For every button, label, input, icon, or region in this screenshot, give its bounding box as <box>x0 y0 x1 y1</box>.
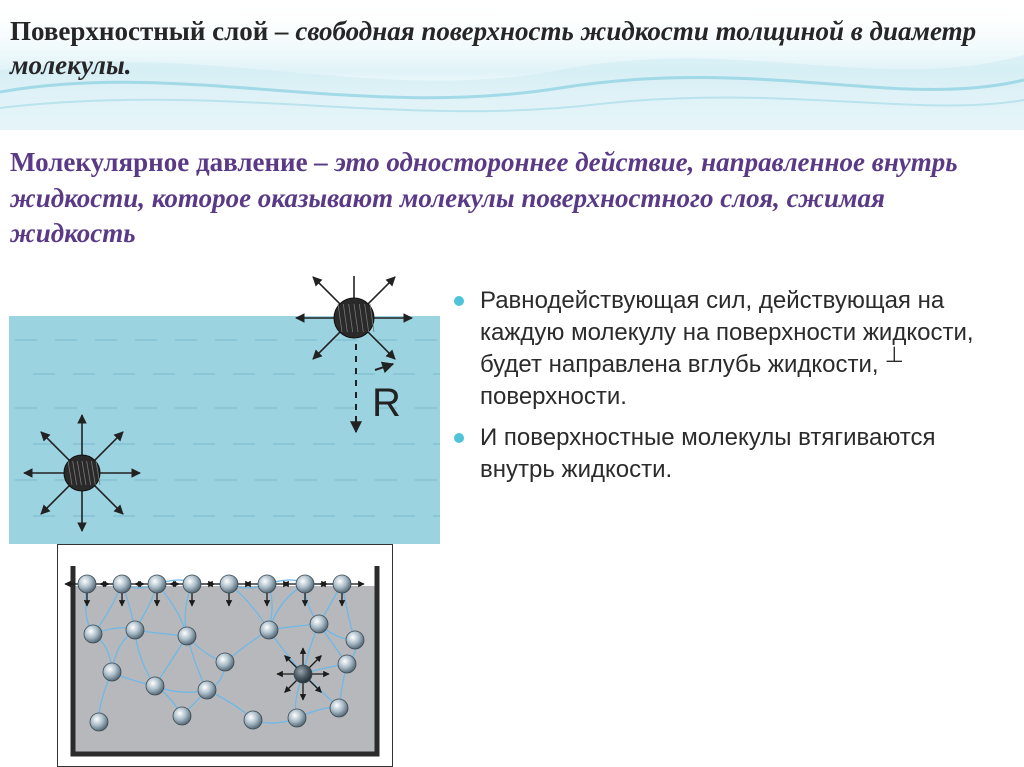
molecule-ball <box>90 713 108 731</box>
bullet-dot <box>454 296 464 306</box>
perpendicular-symbol: ⊥ <box>884 343 904 369</box>
bullet-list <box>448 285 1008 494</box>
surface-layer-term: Поверхностный слой <box>10 16 269 46</box>
molecule-ball <box>198 681 216 699</box>
force-arrow <box>368 277 395 304</box>
molecule-ball <box>310 615 328 633</box>
molecular-pressure-definition <box>10 145 1010 252</box>
bullet-drawn-in-text: И поверхностные молекулы втягиваются внутрь жидкости. <box>480 423 936 483</box>
resultant-force-label: R <box>372 381 401 425</box>
surface-layer-text: – свободная поверхность жидкости толщиной в диаметр молекулы. <box>10 16 977 81</box>
molecule-ball <box>183 575 201 593</box>
molecule-ball <box>103 663 121 681</box>
force-arrow <box>313 277 340 304</box>
water-molecules-figure <box>9 276 440 544</box>
bullet-dot <box>454 433 464 443</box>
bullet-resultant-tail: поверхности. <box>480 383 627 411</box>
molecule-ball <box>333 575 351 593</box>
liquid-vessel-figure <box>57 544 393 767</box>
molecule-ball <box>296 575 314 593</box>
molecule-ball <box>148 575 166 593</box>
water-body <box>9 316 440 544</box>
molecule-ball <box>146 677 164 695</box>
molecule-ball <box>126 621 144 639</box>
molecule-ball <box>64 455 100 491</box>
surface-layer-definition <box>10 14 1000 82</box>
molecule-ball <box>288 709 306 727</box>
molecule-ball <box>338 655 356 673</box>
molecule-ball <box>258 575 276 593</box>
molecule-ball <box>178 627 196 645</box>
molecule-ball <box>260 621 278 639</box>
molecule-ball <box>220 575 238 593</box>
bullet-item-resultant <box>448 285 1008 414</box>
molecule-ball <box>173 707 191 725</box>
molecular-pressure-term: Молекулярное давление <box>10 147 308 177</box>
molecular-pressure-text: – это одностороннее действие, направленное внутрь жидкости, которое оказывают молекулы поверхностного слоя, сжимая жидкость <box>10 147 958 249</box>
molecule-ball <box>84 625 102 643</box>
molecule-ball <box>113 575 131 593</box>
bullet-item-drawn-in <box>448 422 1008 486</box>
molecule-ball <box>330 699 348 717</box>
molecule-ball <box>294 665 312 683</box>
molecule-ball <box>346 631 364 649</box>
bullet-resultant-text: Равнодействующая сил, действующая на каждую молекулу на поверхности жидкости, будет направлена вглубь жидкости, <box>480 287 974 379</box>
molecule-ball <box>78 575 96 593</box>
molecule-ball <box>244 711 262 729</box>
molecule-ball <box>216 653 234 671</box>
bulk-molecule <box>24 415 140 531</box>
